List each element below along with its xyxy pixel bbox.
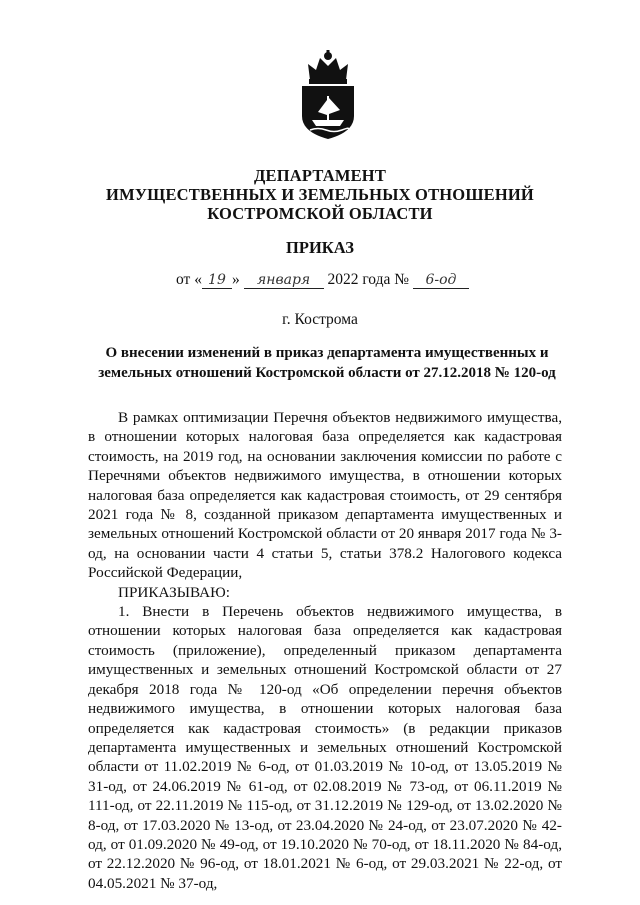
- date-month: января: [244, 272, 324, 289]
- order-number: 6-од: [413, 272, 469, 289]
- subject-line-1: О внесении изменений в приказ департамента имущественных и: [105, 345, 549, 361]
- department-line-2: ИМУЩЕСТВЕННЫХ И ЗЕМЕЛЬНЫХ ОТНОШЕНИЙ: [106, 185, 534, 204]
- subject-line-2: земельных отношений Костромской области от 27.12.2018 № 120-од: [98, 365, 556, 381]
- preamble-paragraph: В рамках оптимизации Перечня объектов недвижимого имущества, в отношении которых налоговая база определяется как кадастровая стоимость, на 2019 год, на основании заключения комиссии по работе с Перечнями объектов недвижимого имущества, в отношении которых налоговая база определяется как кадастровая стоимость, от 29 сентября 2021 года № 8, созданной приказом департамента имущественных и земельных отношений Костромской области от 20 января 2017 года № 3-од, на основании части 4 статьи 5, статьи 378.2 Налогового кодекса Российской Федерации,: [88, 409, 562, 582]
- department-line-1: ДЕПАРТАМЕНТ: [253, 166, 387, 185]
- date-year: 2022 года №: [327, 271, 410, 288]
- date-prefix: от «: [176, 271, 202, 288]
- document-body: [88, 408, 562, 893]
- item-1-paragraph: 1. Внести в Перечень объектов недвижимого имущества, в отношении которых налоговая база определяется как кадастровая стоимость (приложение), определенный приказом департамента имущественных и земельных отношений Костромской области от 27 декабря 2018 года № 120-од «Об определении перечня объектов недвижимого имущества, в отношении которых налоговая база определяется как кадастровая стоимость» (в редакции приказов департамента имущественных и земельных отношений Костромской области от 11.02.2019 № 6-од, от 01.03.2019 № 10-од, от 13.05.2019 № 31-од, от 24.06.2019 № 61-од, от 02.08.2019 № 73-од, от 06.11.2019 № 111-од, от 22.11.2019 № 115-од, от 31.12.2019 № 129-од, от 13.02.2020 № 8-од, от 17.03.2020 № 13-од, от 23.04.2020 № 24-од, от 23.07.2020 № 42-од, от 01.09.2020 № 49-од, от 19.10.2020 № 70-од, от 18.11.2020 № 84-од, от 22.12.2020 № 96-од, от 18.01.2021 № 6-од, от 29.03.2021 № 22-од, от 04.05.2021 № 37-од,: [88, 603, 562, 892]
- date-mid: »: [231, 271, 240, 288]
- order-word: ПРИКАЗЫВАЮ:: [118, 583, 230, 601]
- coat-of-arms-icon: [296, 50, 360, 140]
- document-type: ПРИКАЗ: [286, 238, 354, 257]
- city: г. Кострома: [282, 311, 358, 328]
- department-line-3: КОСТРОМСКОЙ ОБЛАСТИ: [207, 204, 433, 223]
- date-day: 19: [202, 272, 232, 289]
- subject-title: [92, 343, 562, 383]
- date-line: [176, 271, 469, 289]
